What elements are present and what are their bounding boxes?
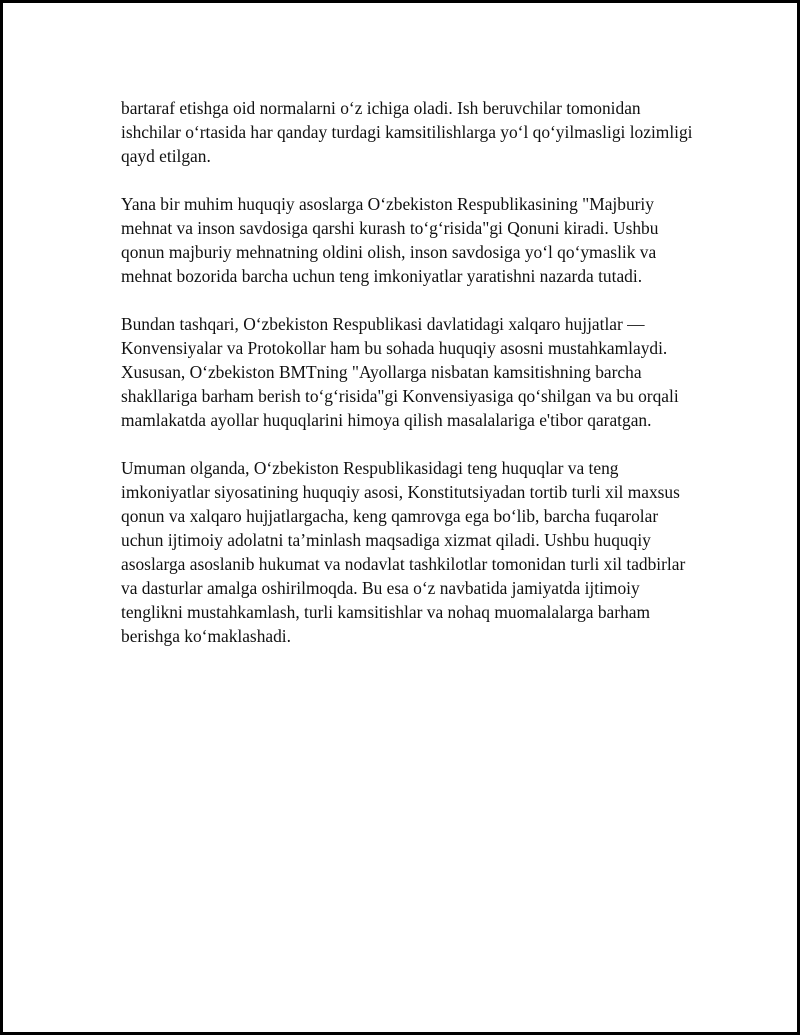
paragraph-3: Bundan tashqari, O‘zbekiston Respublikasi davlatidagi xalqaro hujjatlar — Konvensiyalar va Protokollar ham bu sohada huquqiy asosni mustahkamlaydi. Xususan, O‘zbekiston BMTning "Ayollarga nisbatan kamsitishning barcha shakllariga barham berish to‘g‘risida"gi Konvensiyasiga qo‘shilgan va bu orqali mamlakatda ayollar huquqlarini himoya qilish masalalariga e'tibor qaratgan. [121,314,679,430]
paragraph-1: bartaraf etishga oid normalarni o‘z ichiga oladi. Ish beruvchilar tomonidan ishchilar o‘rtasida har qanday turdagi kamsitilishlarga yo‘l qo‘yilmasligi lozimligi qayd etilgan. [121,98,693,166]
paragraph-2: Yana bir muhim huquqiy asoslarga O‘zbekiston Respublikasining "Majburiy mehnat va inson savdosiga qarshi kurash to‘g‘risida"gi Qonuni kiradi. Ushbu qonun majburiy mehnatning oldini olish, inson savdosiga yo‘l qo‘ymaslik va mehnat bozorida barcha uchun teng imkoniyatlar yaratishni nazarda tutadi. [121,194,659,286]
document-body [121,96,693,672]
paragraph-4: Umuman olganda, O‘zbekiston Respublikasidagi teng huquqlar va teng imkoniyatlar siyosatining huquqiy asosi, Konstitutsiyadan tortib turli xil maxsus qonun va xalqaro hujjatlargacha, keng qamrovga ega bo‘lib, barcha fuqarolar uchun ijtimoiy adolatni ta’minlash maqsadiga xizmat qiladi. Ushbu huquqiy asoslarga asoslanib hukumat va nodavlat tashkilotlar tomonidan turli xil tadbirlar va dasturlar amalga oshirilmoqda. Bu esa o‘z navbatida jamiyatda ijtimoiy tenglikni mustahkamlash, turli kamsitishlar va nohaq muomalalarga barham berishga ko‘maklashadi. [121,458,686,646]
